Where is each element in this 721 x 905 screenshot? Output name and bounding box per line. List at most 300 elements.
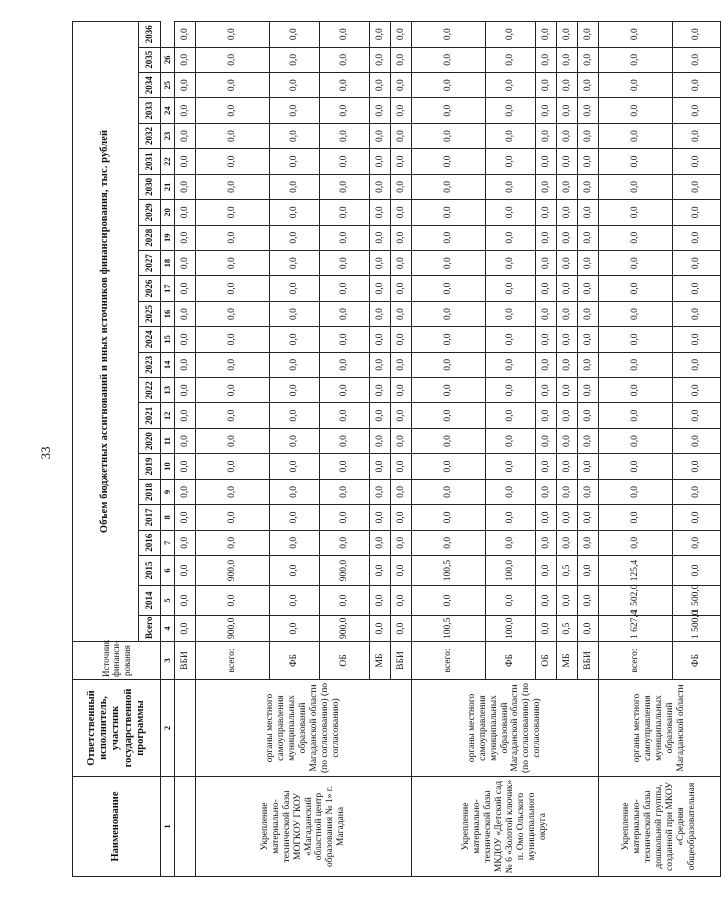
value-cell: 0,0 [599, 21, 673, 47]
value-cell: 0,0 [175, 123, 196, 148]
value-cell: 0,0 [370, 352, 391, 377]
table-row [412, 21, 486, 876]
value-cell: 0,0 [391, 403, 412, 428]
value-cell: 0,0 [599, 123, 673, 148]
value-cell: 0,0 [536, 98, 557, 123]
value-cell: 0,0 [578, 72, 599, 97]
value-cell: 0,0 [320, 47, 370, 72]
value-cell: 0,0 [673, 225, 721, 250]
value-cell: 0,0 [599, 352, 673, 377]
value-cell: 0,0 [320, 428, 370, 453]
value-cell: 0,0 [578, 98, 599, 123]
source-cell: ВБИ [391, 642, 412, 680]
value-cell: 0,0 [578, 556, 599, 586]
value-cell: 0,0 [370, 47, 391, 72]
value-cell: 0,0 [536, 479, 557, 504]
value-cell: 0,0 [391, 616, 412, 642]
value-cell: 0,0 [391, 149, 412, 174]
column-index: 5 [161, 586, 175, 616]
value-cell: 0,0 [175, 149, 196, 174]
value-cell: 0,0 [320, 98, 370, 123]
value-cell: 1 502,0 [599, 586, 673, 616]
value-cell: 0,0 [270, 403, 320, 428]
value-cell: 0,0 [599, 276, 673, 301]
source-cell: ВБИ [578, 642, 599, 680]
value-cell: 0,0 [320, 403, 370, 428]
value-cell: 0,0 [578, 225, 599, 250]
value-cell: 0,0 [196, 174, 270, 199]
value-cell: 0,0 [486, 225, 536, 250]
value-cell: 0,0 [175, 530, 196, 555]
value-cell: 0,0 [599, 378, 673, 403]
value-cell: 0,0 [391, 250, 412, 275]
value-cell: 0,0 [557, 352, 578, 377]
value-cell: 0,0 [536, 505, 557, 530]
value-cell: 0,0 [412, 586, 486, 616]
header-objem: Объем бюджетных ассигнований и иных источников финансирования, тыс. рублей [73, 21, 139, 641]
value-cell: 0,0 [486, 505, 536, 530]
value-cell: 0,0 [391, 378, 412, 403]
value-cell: 0,0 [412, 378, 486, 403]
value-cell: 0,0 [370, 149, 391, 174]
value-cell: 0,0 [412, 149, 486, 174]
value-cell: 0,0 [412, 200, 486, 225]
value-cell: 0,0 [673, 556, 721, 586]
value-cell: 0,0 [270, 174, 320, 199]
value-cell: 0,0 [673, 200, 721, 225]
value-cell: 0,0 [196, 301, 270, 326]
value-cell: 0,0 [578, 47, 599, 72]
table-row [196, 21, 270, 876]
value-cell: 0,0 [486, 327, 536, 352]
value-cell: 0,0 [391, 21, 412, 47]
value-cell: 0,0 [412, 276, 486, 301]
value-cell: 0,0 [196, 586, 270, 616]
value-cell: 0,0 [486, 149, 536, 174]
value-cell: 0,0 [196, 530, 270, 555]
value-cell: 0,0 [536, 327, 557, 352]
column-index: 16 [161, 301, 175, 326]
column-index: 20 [161, 200, 175, 225]
value-cell: 0,0 [486, 123, 536, 148]
value-cell: 0,0 [370, 174, 391, 199]
column-index: 10 [161, 454, 175, 479]
value-cell: 0,0 [370, 403, 391, 428]
value-cell: 0,0 [320, 174, 370, 199]
header-year: 2025 [139, 301, 161, 326]
value-cell: 0,0 [270, 479, 320, 504]
value-cell: 0,0 [486, 250, 536, 275]
source-cell: всего: [599, 642, 673, 680]
value-cell: 0,0 [391, 200, 412, 225]
header-year: 2017 [139, 505, 161, 530]
responsible-executor: органы местного самоуправления муниципальных образований Магаданской области (по согласованию) (по согласованию) [196, 680, 412, 777]
value-cell: 0,0 [412, 403, 486, 428]
value-cell: 0,0 [270, 352, 320, 377]
table-row [599, 21, 673, 876]
value-cell: 0,0 [673, 378, 721, 403]
header-year: 2030 [139, 174, 161, 199]
header-total: Всего [139, 616, 161, 642]
value-cell: 0,0 [370, 276, 391, 301]
value-cell: 0,0 [270, 250, 320, 275]
value-cell: 0,0 [196, 72, 270, 97]
value-cell: 0,0 [557, 225, 578, 250]
value-cell: 0,0 [557, 21, 578, 47]
empty-cell [175, 777, 196, 877]
value-cell: 0,0 [175, 586, 196, 616]
value-cell: 0,0 [557, 378, 578, 403]
value-cell: 100,5 [412, 556, 486, 586]
responsible-executor: органы местного самоуправления муниципальных образований Магаданской области [599, 680, 721, 777]
value-cell: 0,0 [412, 530, 486, 555]
value-cell: 0,0 [536, 72, 557, 97]
value-cell: 0,0 [270, 327, 320, 352]
value-cell: 0,5 [557, 616, 578, 642]
value-cell: 0,0 [370, 327, 391, 352]
source-cell: ФБ [270, 642, 320, 680]
value-cell: 0,0 [370, 123, 391, 148]
value-cell: 0,0 [270, 149, 320, 174]
value-cell: 0,0 [557, 586, 578, 616]
value-cell: 0,0 [578, 149, 599, 174]
value-cell: 0,0 [370, 225, 391, 250]
value-cell: 0,0 [486, 454, 536, 479]
value-cell: 0,0 [578, 505, 599, 530]
value-cell: 0,0 [175, 276, 196, 301]
value-cell: 0,0 [536, 174, 557, 199]
header-year: 2026 [139, 276, 161, 301]
column-index: 15 [161, 327, 175, 352]
value-cell: 0,0 [599, 301, 673, 326]
value-cell: 0,0 [196, 454, 270, 479]
value-cell: 0,0 [486, 47, 536, 72]
value-cell: 0,0 [578, 200, 599, 225]
column-index: 19 [161, 225, 175, 250]
source-cell: ФБ [486, 642, 536, 680]
value-cell: 0,0 [578, 123, 599, 148]
value-cell: 0,0 [391, 276, 412, 301]
value-cell: 0,0 [175, 616, 196, 642]
value-cell: 0,0 [536, 428, 557, 453]
header-year: 2023 [139, 352, 161, 377]
value-cell: 1 500,0 [673, 616, 721, 642]
value-cell: 0,0 [486, 403, 536, 428]
value-cell: 0,0 [599, 174, 673, 199]
value-cell: 0,0 [486, 301, 536, 326]
value-cell: 0,0 [412, 301, 486, 326]
value-cell: 0,0 [599, 47, 673, 72]
value-cell: 0,0 [370, 505, 391, 530]
value-cell: 900,0 [196, 556, 270, 586]
value-cell: 0,0 [599, 200, 673, 225]
value-cell: 0,0 [175, 479, 196, 504]
value-cell: 0,0 [391, 98, 412, 123]
header-year: 2036 [139, 21, 161, 47]
value-cell: 0,0 [391, 47, 412, 72]
value-cell: 0,0 [391, 327, 412, 352]
value-cell: 0,0 [391, 301, 412, 326]
value-cell: 0,0 [486, 586, 536, 616]
value-cell: 0,0 [370, 556, 391, 586]
value-cell: 0,0 [196, 98, 270, 123]
column-index: 14 [161, 352, 175, 377]
value-cell: 0,0 [175, 225, 196, 250]
value-cell: 0,0 [412, 72, 486, 97]
value-cell: 0,0 [536, 616, 557, 642]
value-cell: 0,0 [320, 225, 370, 250]
column-index: 23 [161, 123, 175, 148]
value-cell: 0,0 [599, 505, 673, 530]
value-cell: 0,0 [175, 72, 196, 97]
header-year: 2031 [139, 149, 161, 174]
source-cell: всего: [412, 642, 486, 680]
value-cell: 125,4 [599, 556, 673, 586]
value-cell: 0,0 [270, 454, 320, 479]
value-cell: 0,0 [599, 454, 673, 479]
page-number: 33 [38, 446, 53, 460]
value-cell: 0,0 [196, 327, 270, 352]
value-cell: 0,0 [370, 98, 391, 123]
value-cell: 0,0 [412, 250, 486, 275]
value-cell: 100,5 [412, 616, 486, 642]
value-cell: 0,0 [391, 428, 412, 453]
header-year: 2022 [139, 378, 161, 403]
value-cell: 0,0 [536, 378, 557, 403]
value-cell: 0,0 [578, 479, 599, 504]
value-cell: 1 500,0 [673, 586, 721, 616]
value-cell: 0,0 [536, 123, 557, 148]
value-cell: 0,0 [175, 250, 196, 275]
value-cell: 0,0 [320, 123, 370, 148]
value-cell: 0,0 [175, 21, 196, 47]
value-cell: 0,0 [270, 428, 320, 453]
value-cell: 0,0 [320, 301, 370, 326]
value-cell: 0,0 [599, 149, 673, 174]
source-cell: МБ [557, 642, 578, 680]
value-cell: 0,0 [536, 301, 557, 326]
value-cell: 0,0 [486, 276, 536, 301]
value-cell: 0,0 [557, 72, 578, 97]
value-cell: 0,0 [599, 250, 673, 275]
header-year: 2033 [139, 98, 161, 123]
value-cell: 0,0 [557, 250, 578, 275]
value-cell: 0,0 [320, 200, 370, 225]
value-cell: 0,0 [412, 352, 486, 377]
value-cell: 0,0 [175, 556, 196, 586]
value-cell: 1 627,4 [599, 616, 673, 642]
value-cell: 0,0 [536, 225, 557, 250]
value-cell: 0,0 [370, 378, 391, 403]
column-index: 3 [161, 642, 175, 680]
value-cell: 0,0 [599, 530, 673, 555]
value-cell: 0,0 [175, 327, 196, 352]
column-index: 6 [161, 556, 175, 586]
value-cell: 0,0 [673, 250, 721, 275]
value-cell: 0,0 [557, 403, 578, 428]
value-cell: 0,0 [370, 428, 391, 453]
value-cell: 0,0 [391, 72, 412, 97]
value-cell: 0,0 [557, 98, 578, 123]
value-cell: 0,0 [673, 174, 721, 199]
value-cell: 0,0 [196, 225, 270, 250]
value-cell: 0,0 [320, 21, 370, 47]
value-cell: 0,0 [536, 586, 557, 616]
value-cell: 0,0 [370, 301, 391, 326]
value-cell: 0,0 [412, 123, 486, 148]
value-cell: 0,0 [412, 21, 486, 47]
value-cell: 0,0 [270, 200, 320, 225]
column-index: 8 [161, 505, 175, 530]
value-cell: 0,0 [536, 47, 557, 72]
header-name: Наименование [73, 777, 161, 877]
table-row [175, 21, 196, 876]
value-cell: 0,0 [175, 200, 196, 225]
value-cell: 0,0 [412, 98, 486, 123]
value-cell: 0,0 [673, 123, 721, 148]
value-cell: 0,0 [599, 225, 673, 250]
value-cell: 0,0 [412, 225, 486, 250]
value-cell: 0,0 [270, 530, 320, 555]
value-cell: 0,0 [673, 352, 721, 377]
value-cell: 900,0 [196, 616, 270, 642]
value-cell: 0,0 [536, 352, 557, 377]
value-cell: 0,0 [175, 352, 196, 377]
value-cell: 0,0 [557, 276, 578, 301]
header-year: 2016 [139, 530, 161, 555]
column-index: 7 [161, 530, 175, 555]
value-cell: 0,0 [578, 276, 599, 301]
column-index: 22 [161, 149, 175, 174]
value-cell: 0,0 [196, 276, 270, 301]
value-cell: 0,5 [557, 556, 578, 586]
financing-table [72, 21, 721, 877]
value-cell: 0,0 [599, 72, 673, 97]
value-cell: 0,0 [486, 530, 536, 555]
value-cell: 0,0 [557, 149, 578, 174]
item-name: Укрепление материально-технической базы дошкольной группы, созданной при МКОУ «Средняя общеобразовательная [599, 777, 721, 877]
value-cell: 0,0 [536, 21, 557, 47]
value-cell: 0,0 [412, 174, 486, 199]
value-cell: 0,0 [557, 301, 578, 326]
value-cell: 0,0 [536, 454, 557, 479]
header-year: 2029 [139, 200, 161, 225]
value-cell: 0,0 [673, 403, 721, 428]
source-cell: ФБ [673, 642, 721, 680]
value-cell: 0,0 [536, 149, 557, 174]
value-cell: 0,0 [578, 586, 599, 616]
value-cell: 0,0 [320, 72, 370, 97]
value-cell: 0,0 [536, 530, 557, 555]
value-cell: 0,0 [673, 98, 721, 123]
value-cell: 0,0 [578, 428, 599, 453]
value-cell: 0,0 [412, 479, 486, 504]
item-name: Укрепление материально-технической базы МОГКОУ ГКОУ «Магаданский областной центр образования № 1» г. Магадана [196, 777, 412, 877]
value-cell: 0,0 [673, 301, 721, 326]
header-year: 2024 [139, 327, 161, 352]
header-source: Источник финанси-рования [73, 642, 161, 680]
value-cell: 0,0 [320, 454, 370, 479]
value-cell: 0,0 [270, 378, 320, 403]
column-index: 17 [161, 276, 175, 301]
value-cell: 0,0 [673, 21, 721, 47]
value-cell: 0,0 [270, 505, 320, 530]
value-cell: 0,0 [557, 174, 578, 199]
header-year: 2014 [139, 586, 161, 616]
value-cell: 0,0 [196, 505, 270, 530]
value-cell: 0,0 [320, 505, 370, 530]
empty-cell [175, 680, 196, 777]
value-cell: 900,0 [320, 556, 370, 586]
value-cell: 0,0 [599, 327, 673, 352]
value-cell: 0,0 [536, 556, 557, 586]
value-cell: 0,0 [175, 403, 196, 428]
column-index: 2 [161, 680, 175, 777]
table-body [175, 21, 721, 876]
source-cell: МБ [370, 642, 391, 680]
value-cell: 0,0 [412, 327, 486, 352]
value-cell: 0,0 [270, 123, 320, 148]
value-cell: 0,0 [486, 479, 536, 504]
value-cell: 0,0 [599, 98, 673, 123]
value-cell: 0,0 [536, 200, 557, 225]
source-cell: ОБ [320, 642, 370, 680]
column-index: 13 [161, 378, 175, 403]
value-cell: 0,0 [175, 505, 196, 530]
value-cell: 0,0 [196, 428, 270, 453]
value-cell: 0,0 [175, 428, 196, 453]
value-cell: 0,0 [320, 479, 370, 504]
value-cell: 0,0 [370, 479, 391, 504]
value-cell: 0,0 [370, 586, 391, 616]
value-cell: 0,0 [391, 225, 412, 250]
value-cell: 0,0 [673, 454, 721, 479]
value-cell: 0,0 [673, 276, 721, 301]
value-cell: 0,0 [370, 250, 391, 275]
value-cell: 0,0 [320, 530, 370, 555]
column-index: 18 [161, 250, 175, 275]
value-cell: 0,0 [391, 454, 412, 479]
value-cell: 0,0 [196, 149, 270, 174]
value-cell: 0,0 [320, 352, 370, 377]
value-cell: 0,0 [578, 454, 599, 479]
value-cell: 0,0 [673, 428, 721, 453]
value-cell: 0,0 [196, 378, 270, 403]
value-cell: 0,0 [673, 149, 721, 174]
index-row [161, 21, 175, 876]
value-cell: 0,0 [391, 586, 412, 616]
responsible-executor: органы местного самоуправления муниципальных образований Магаданской области (по согласованию) (по согласованию) [412, 680, 599, 777]
header-year: 2019 [139, 454, 161, 479]
value-cell: 0,0 [270, 616, 320, 642]
value-cell: 0,0 [578, 301, 599, 326]
value-cell: 0,0 [673, 530, 721, 555]
value-cell: 0,0 [557, 327, 578, 352]
value-cell: 0,0 [175, 301, 196, 326]
value-cell: 0,0 [196, 21, 270, 47]
value-cell: 0,0 [175, 454, 196, 479]
value-cell: 0,0 [557, 428, 578, 453]
value-cell: 0,0 [370, 454, 391, 479]
header-year: 2015 [139, 556, 161, 586]
value-cell: 0,0 [370, 200, 391, 225]
value-cell: 0,0 [270, 276, 320, 301]
header-year: 2034 [139, 72, 161, 97]
source-cell: всего: [196, 642, 270, 680]
header-responsible: Ответственный исполнитель, участник государственной программы [73, 680, 161, 777]
sheet-content [72, 22, 702, 877]
value-cell: 0,0 [270, 225, 320, 250]
